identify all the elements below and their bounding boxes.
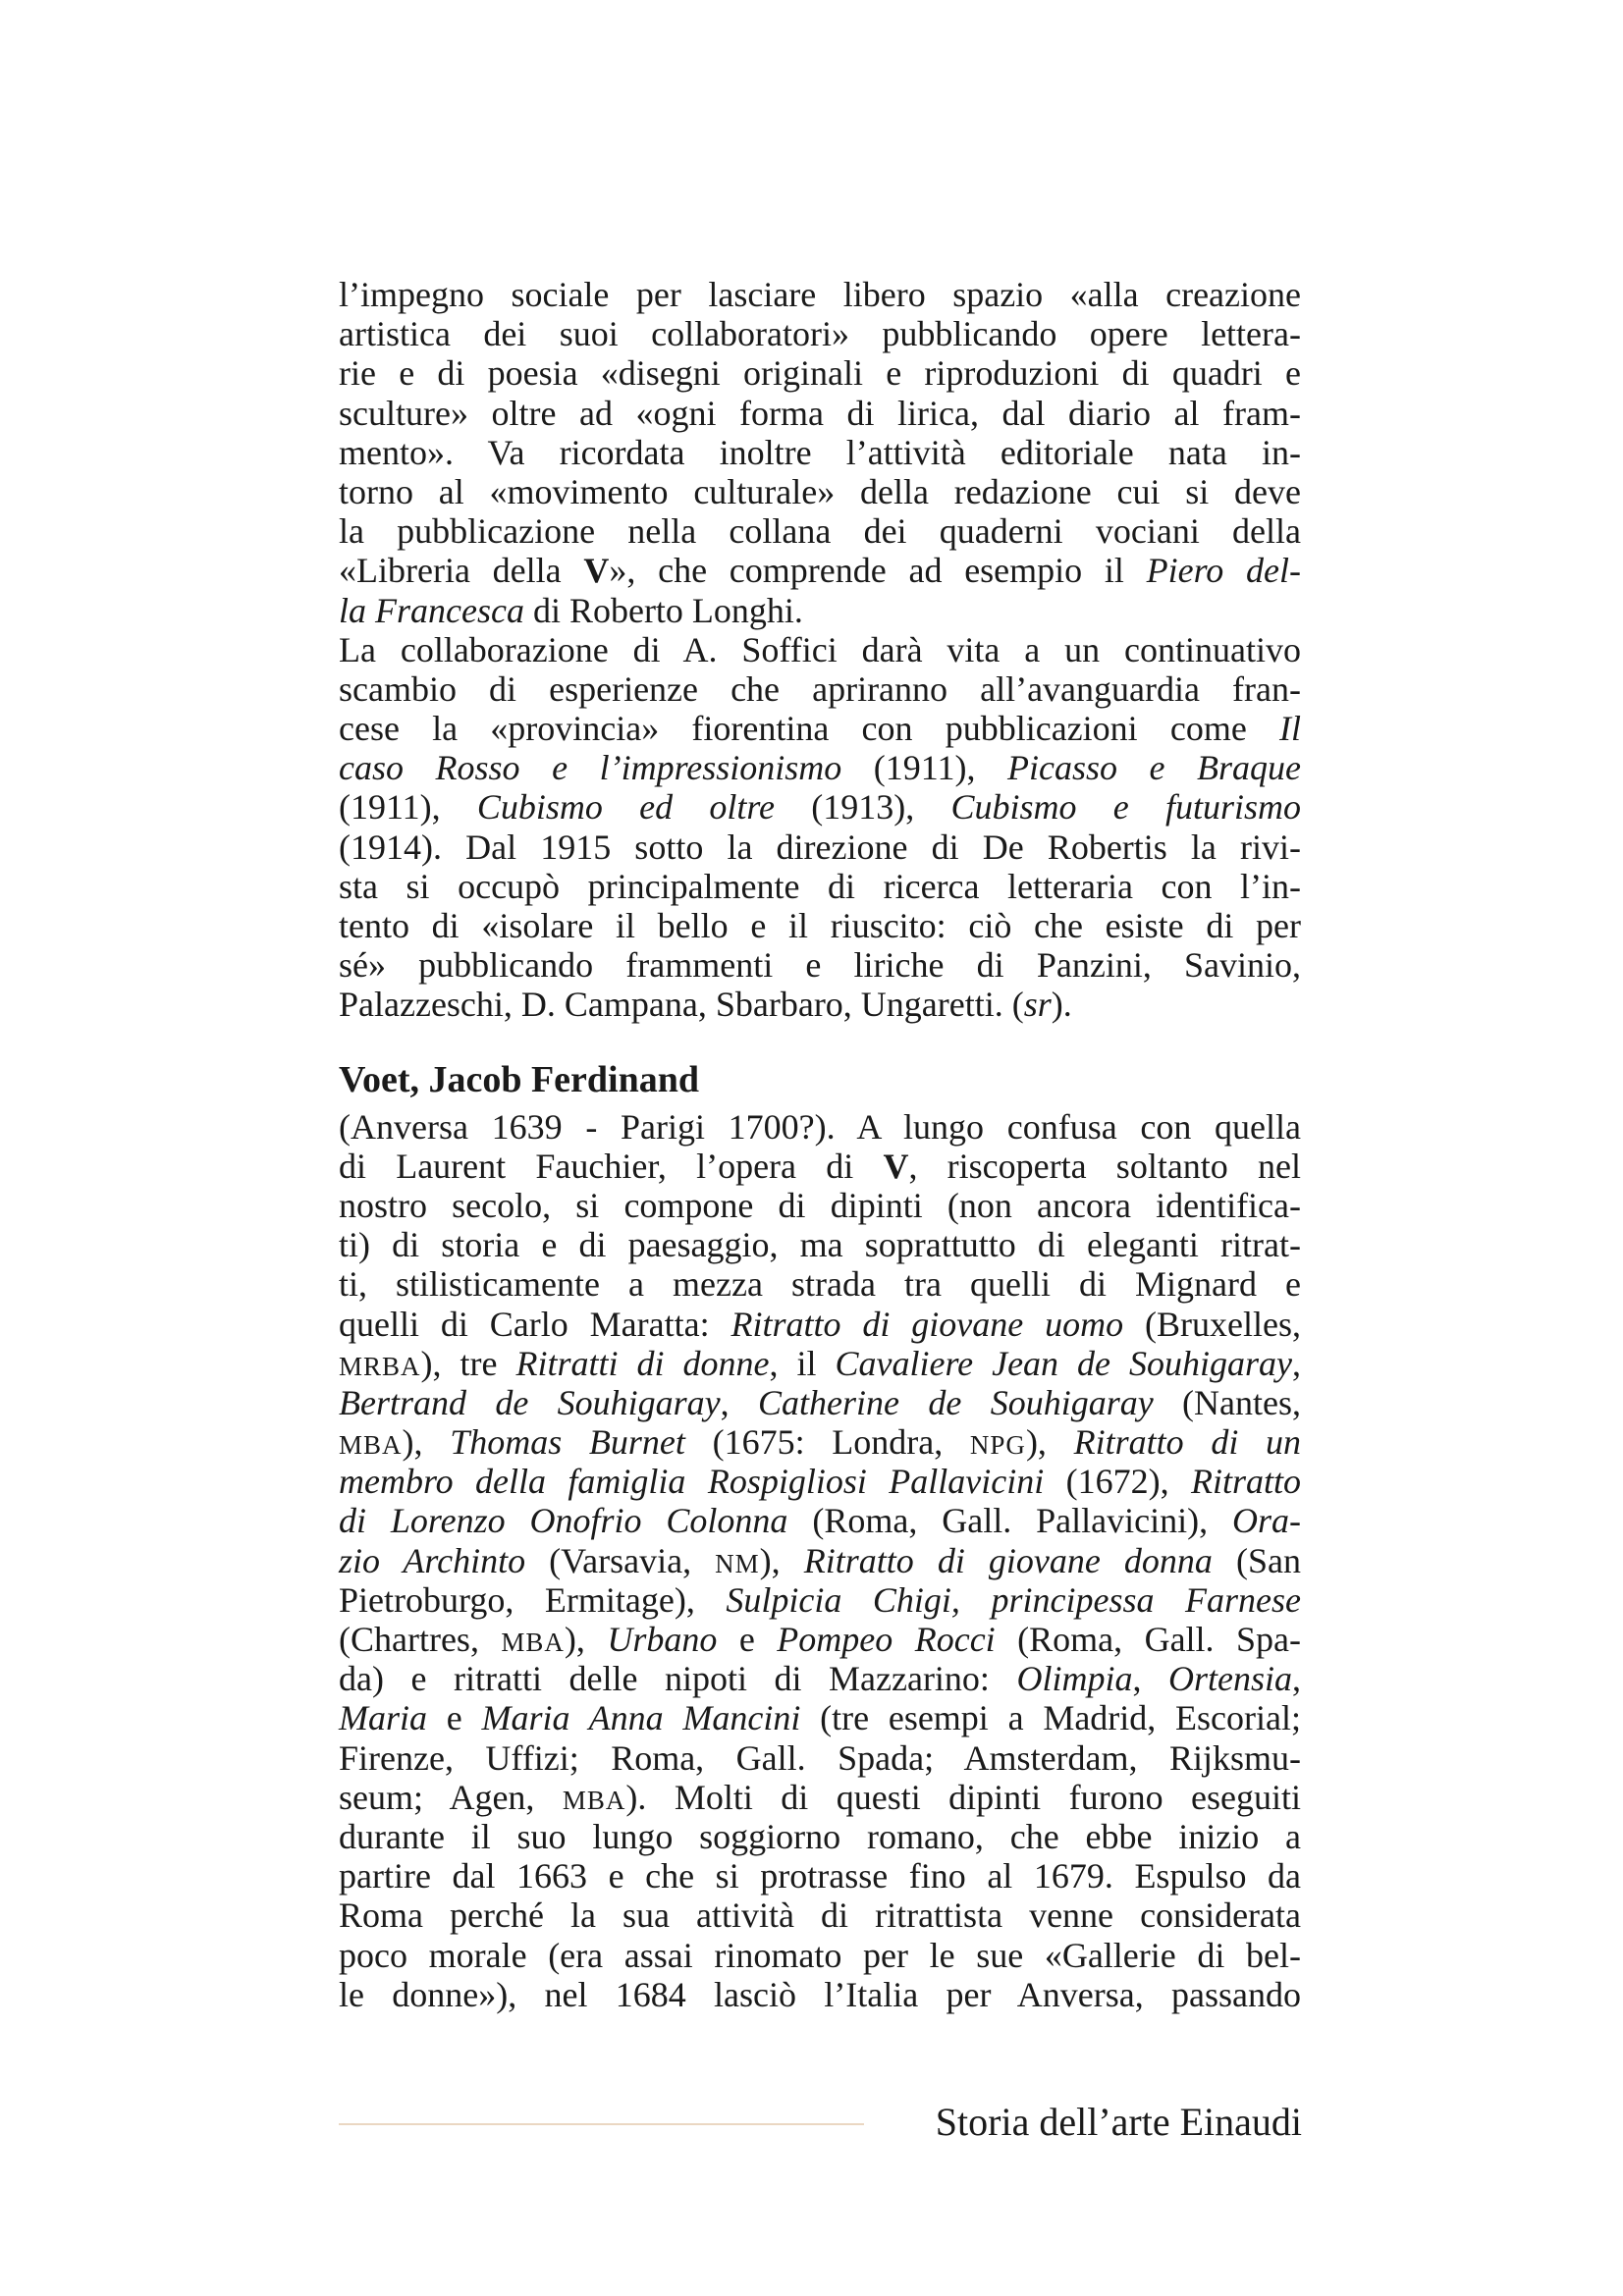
text-line: [339, 867, 1301, 906]
page-content: [339, 275, 1301, 2014]
text-line: [339, 1541, 1301, 1580]
text-run: Roma perché la sua attività di ritrattista venne considerata: [339, 1896, 1301, 1936]
text-run: l’impegno sociale per lasciare libero spazio «alla creazione: [339, 275, 1301, 314]
text-run: «Libreria della: [339, 551, 584, 591]
museum-abbrev: MBA: [562, 1785, 626, 1815]
italic-title: zio Archinto: [339, 1540, 526, 1580]
text-run: ), tre: [420, 1343, 516, 1383]
text-line: [339, 591, 1301, 630]
italic-title: Piero del-: [1146, 551, 1301, 591]
entry-body: [339, 1107, 1301, 2014]
text-run: (tre esempi a Madrid, Escorial;: [800, 1698, 1302, 1738]
text-line: [339, 1620, 1301, 1659]
italic-title: Catherine de Souhigaray: [758, 1382, 1154, 1422]
text-run: nostro secolo, si compone di dipinti (non ancora identifica-: [339, 1185, 1301, 1225]
text-run: le donne»), nel 1684 lasciò l’Italia per Anversa, passando: [339, 1974, 1301, 2014]
text-run: mento». Va ricordata inoltre l’attività editoriale nata in-: [339, 432, 1301, 472]
text-run: seum; Agen,: [339, 1777, 563, 1817]
text-run: (Chartres,: [339, 1620, 502, 1659]
italic-title: Cubismo e futurismo: [950, 787, 1302, 828]
text-line: [339, 828, 1301, 867]
text-run: (1675: Londra,: [684, 1422, 970, 1463]
italic-title: membro della famiglia Rospigliosi Pallavicini: [339, 1462, 1045, 1502]
italic-title: Maria Anna Mancini: [481, 1698, 801, 1738]
italic-title: Ritratto di giovane uomo: [730, 1304, 1124, 1344]
text-run: (1672),: [1044, 1462, 1191, 1502]
italic-title: Picasso e Braque: [1006, 748, 1302, 788]
text-run: sé» pubblicando frammenti e liriche di Panzini, Savinio,: [339, 945, 1301, 986]
text-run: poco morale (era assai rinomato per le sue «Gallerie di bel-: [339, 1935, 1301, 1975]
text-line: [339, 1698, 1301, 1737]
text-line: [339, 709, 1301, 748]
italic-title: Il: [1279, 709, 1301, 749]
text-line: [339, 1501, 1301, 1540]
bold-abbrev: V: [583, 551, 610, 591]
text-line: [339, 1383, 1301, 1422]
text-line: [339, 353, 1301, 393]
text-run: (Roma, Gall. Pallavicini),: [787, 1501, 1232, 1541]
text-run: cese la «provincia» fiorentina con pubblicazioni come: [339, 709, 1279, 749]
text-run: Firenze, Uffizi; Roma, Gall. Spada; Amsterdam, Rijksmu-: [339, 1737, 1301, 1778]
text-run: ti, stilisticamente a mezza strada tra quelli di Mignard e: [339, 1264, 1301, 1305]
italic-title: Ritratto di giovane donna: [803, 1540, 1213, 1580]
entry-heading: Voet, Jacob Ferdinand: [339, 1058, 700, 1100]
italic-title: la Francesca: [339, 590, 524, 630]
text-run: artistica dei suoi collaboratori» pubblicando opere lettera-: [339, 314, 1301, 354]
text-run: ),: [759, 1540, 804, 1580]
text-line: [339, 1422, 1301, 1462]
museum-abbrev: MRBA: [339, 1351, 421, 1381]
text-run: la pubblicazione nella collana dei quaderni vociani della: [339, 511, 1301, 552]
text-run: torno al «movimento culturale» della redazione cui si deve: [339, 471, 1301, 511]
text-line: [339, 1186, 1301, 1225]
text-run: Pietroburgo, Ermitage),: [339, 1579, 727, 1620]
text-line: [339, 1225, 1301, 1264]
text-run: e: [717, 1620, 778, 1659]
text-line: [339, 433, 1301, 472]
italic-title: Cavaliere Jean de Souhigaray: [835, 1343, 1292, 1383]
text-run: quelli di Carlo Maratta:: [339, 1304, 731, 1344]
text-run: (1911),: [841, 748, 1007, 788]
museum-abbrev: MBA: [339, 1430, 403, 1461]
italic-title: Maria: [339, 1698, 427, 1738]
text-line: [339, 314, 1301, 353]
bold-abbrev: V: [883, 1146, 909, 1186]
text-run: sculture» oltre ad «ogni forma di lirica, dal diario al fram-: [339, 393, 1301, 433]
text-run: partire dal 1663 e che si protrasse fino al 1679. Espulso da: [339, 1856, 1301, 1896]
text-run: e: [427, 1698, 482, 1738]
text-line: [339, 551, 1301, 590]
text-line: [339, 1659, 1301, 1698]
text-line: [339, 906, 1301, 945]
text-run: rie e di poesia «disegni originali e riproduzioni di quadri e: [339, 353, 1301, 394]
text-run: tento di «isolare il bello e il riuscito: ciò che esiste di per: [339, 906, 1301, 945]
museum-abbrev: NPG: [969, 1430, 1026, 1461]
footer-title: Storia dell’arte Einaudi: [935, 2100, 1302, 2144]
text-line: [339, 1462, 1301, 1501]
text-run: ),: [402, 1422, 451, 1463]
italic-title: Ortensia: [1168, 1659, 1293, 1699]
text-run: ),: [1025, 1422, 1074, 1463]
italic-title: Cubismo ed oltre: [476, 787, 776, 828]
text-line: [339, 1896, 1301, 1935]
text-line: [339, 511, 1301, 551]
text-run: ).: [1051, 985, 1072, 1025]
italic-title: Olimpia: [1016, 1659, 1133, 1699]
italic-title: Bertrand de Souhigaray: [339, 1382, 721, 1422]
text-run: La collaborazione di A. Soffici darà vita a un continuativo: [339, 629, 1301, 669]
museum-abbrev: MBA: [501, 1628, 565, 1657]
text-line: [339, 1107, 1301, 1147]
text-line: [339, 1580, 1301, 1620]
text-run: (Roma, Gall. Spa-: [995, 1620, 1301, 1659]
text-line: [339, 787, 1301, 827]
paragraph-voce-continuation: [339, 275, 1301, 630]
text-run: ,: [1292, 1343, 1301, 1383]
italic-title: caso Rosso e l’impressionismo: [339, 748, 842, 788]
italic-title: Ora-: [1232, 1501, 1301, 1541]
text-run: (Nantes,: [1153, 1382, 1301, 1422]
italic-title: Pompeo Rocci: [777, 1620, 996, 1659]
text-run: , riscoperta soltanto nel: [908, 1146, 1301, 1186]
text-line: [339, 1738, 1301, 1778]
text-run: ,: [720, 1382, 759, 1422]
text-run: (1914). Dal 1915 sotto la direzione di De Robertis la rivi-: [339, 827, 1301, 867]
text-line: [339, 275, 1301, 314]
italic-title: sr: [1023, 985, 1052, 1025]
italic-title: Sulpicia Chigi, principessa Farnese: [726, 1579, 1301, 1620]
text-run: sta si occupò principalmente di ricerca letteraria con l’in-: [339, 866, 1301, 906]
text-run: (1911),: [339, 787, 477, 828]
text-line: [339, 1264, 1301, 1304]
text-run: durante il suo lungo soggiorno romano, che ebbe inizio a: [339, 1816, 1301, 1856]
italic-title: Urbano: [607, 1620, 718, 1659]
italic-title: Ritratto di un: [1073, 1422, 1302, 1463]
text-run: (Bruxelles,: [1123, 1304, 1301, 1344]
text-run: ). Molti di questi dipinti furono eseguiti: [625, 1777, 1301, 1817]
text-line: [339, 748, 1301, 787]
text-run: (San: [1212, 1540, 1301, 1580]
text-run: ,: [1132, 1659, 1169, 1699]
italic-title: Ritratti di donne: [515, 1343, 770, 1383]
text-run: ,: [1292, 1659, 1302, 1699]
text-run: di Laurent Fauchier, l’opera di: [339, 1146, 884, 1186]
text-line: [339, 1147, 1301, 1186]
text-run: da) e ritratti delle nipoti di Mazzarino:: [339, 1659, 1017, 1699]
paragraph-soffici: [339, 630, 1301, 1025]
text-line: [339, 1975, 1301, 2014]
text-line: [339, 1305, 1301, 1344]
text-line: [339, 1344, 1301, 1383]
text-line: [339, 1817, 1301, 1856]
text-line: [339, 985, 1301, 1024]
text-line: [339, 1936, 1301, 1975]
text-run: Palazzeschi, D. Campana, Sbarbaro, Ungaretti. (: [339, 985, 1024, 1025]
footer-rule: [339, 2123, 864, 2125]
italic-title: Thomas Burnet: [450, 1422, 685, 1463]
text-line: [339, 1778, 1301, 1817]
text-line: [339, 945, 1301, 985]
text-line: [339, 472, 1301, 511]
italic-title: Ritratto: [1190, 1462, 1301, 1502]
text-line: [339, 669, 1301, 709]
text-run: (Varsavia,: [525, 1540, 716, 1580]
text-run: ti) di storia e di paesaggio, ma soprattutto di eleganti ritrat-: [339, 1225, 1301, 1265]
text-run: », che comprende ad esempio il: [609, 551, 1147, 591]
text-run: di Roberto Longhi.: [523, 590, 803, 630]
text-line: [339, 1856, 1301, 1896]
museum-abbrev: NM: [715, 1548, 760, 1578]
text-run: (Anversa 1639 - Parigi 1700?). A lungo confusa con quella: [339, 1106, 1301, 1147]
text-run: (1913),: [775, 787, 951, 828]
text-run: , il: [769, 1343, 836, 1383]
text-line: [339, 394, 1301, 433]
text-line: [339, 630, 1301, 669]
text-run: scambio di esperienze che apriranno all’avanguardia fran-: [339, 668, 1301, 709]
italic-title: di Lorenzo Onofrio Colonna: [339, 1501, 788, 1541]
text-run: ),: [564, 1620, 608, 1659]
